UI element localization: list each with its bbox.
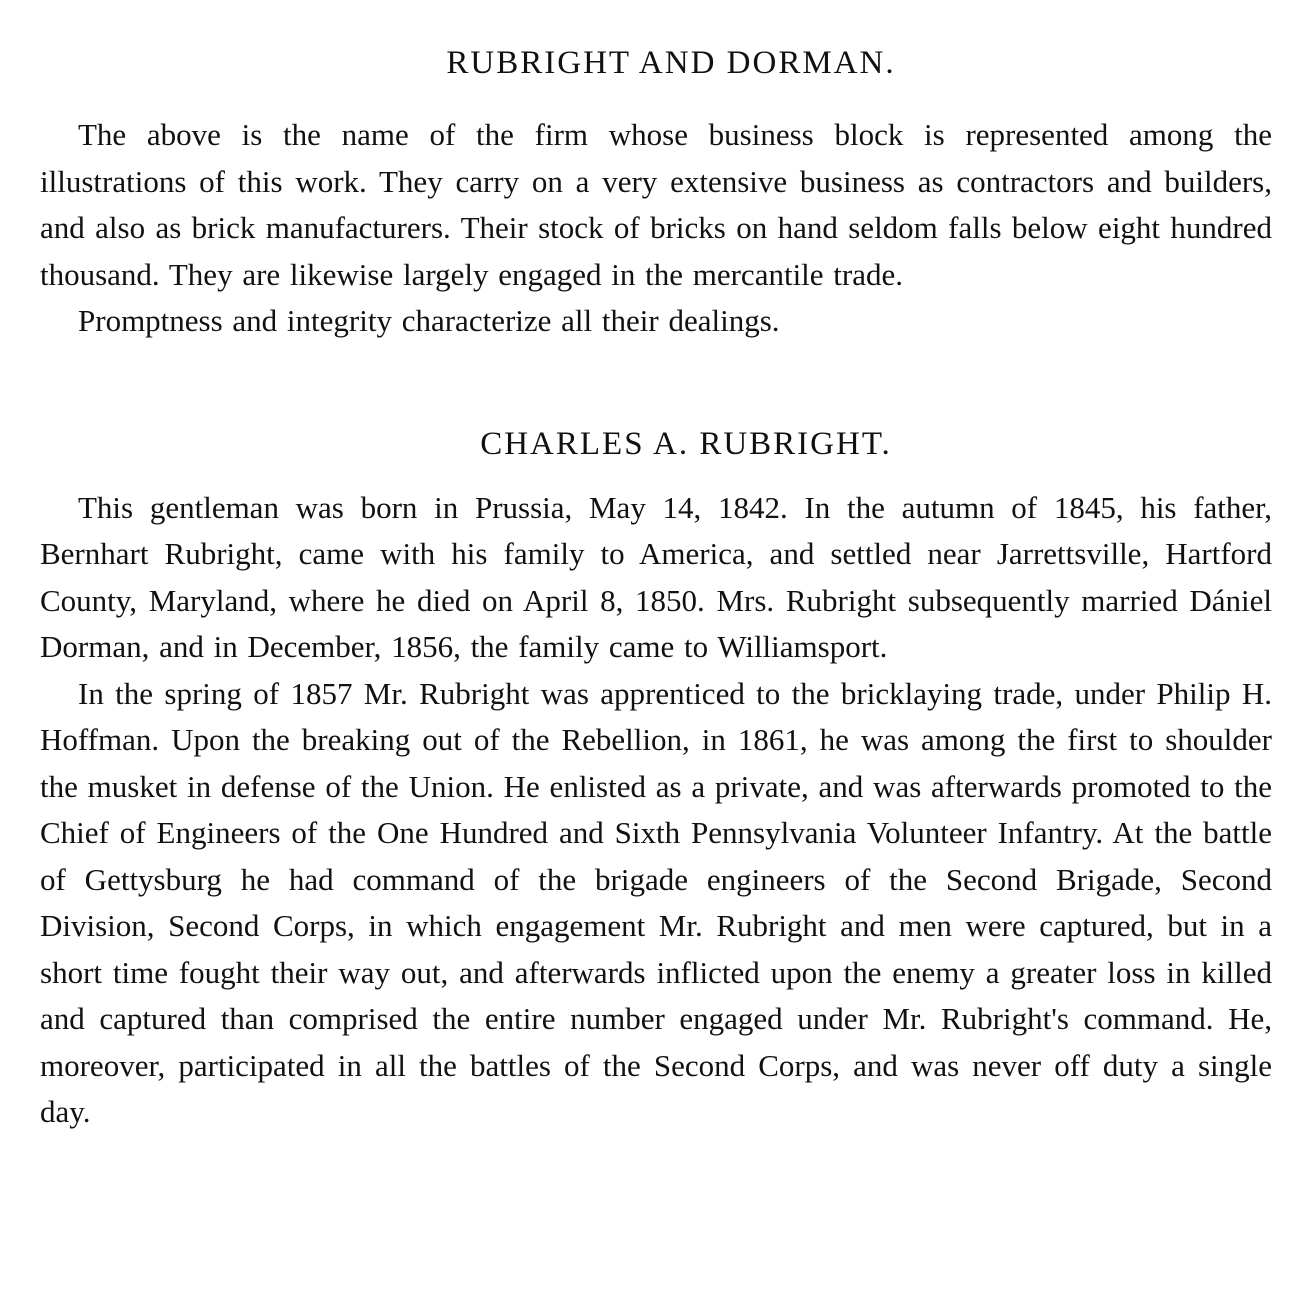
document-page <box>40 40 1272 1136</box>
section-heading-charles-a-rubright: CHARLES A. RUBRIGHT. <box>480 425 892 462</box>
paragraph: In the spring of 1857 Mr. Rubright was apprenticed to the bricklaying trade, under Philip H. Hoffman. Upon the breaking out of the Rebellion, in 1861, he was among the first to shoulder the musket in defense of the Union. He enlisted as a private, and was afterwards promoted to the Chief of Engineers of the One Hundred and Sixth Pennsylvania Volunteer Infantry. At the battle of Gettysburg he had command of the brigade engineers of the Second Brigade, Second Division, Second Corps, in which engagement Mr. Rubright and men were captured, but in a short time fought their way out, and afterwards inflicted upon the enemy a greater loss in killed and captured than comprised the entire number engaged under Mr. Rubright's command. He, moreover, participated in all the battles of the Second Corps, and was never off duty a single day. <box>40 675 1272 1129</box>
section-heading-rubright-and-dorman: RUBRIGHT AND DORMAN. <box>446 45 896 81</box>
paragraph: The above is the name of the firm whose business block is represented among the illustrations of this work. They carry on a very extensive business as contractors and builders, and also as brick manufacturers. Their stock of bricks on hand seldom falls below eight hundred thousand. They are likewise largely engaged in the mercantile trade. <box>40 117 1272 292</box>
section-body-firm <box>40 112 1272 345</box>
paragraph: This gentleman was born in Prussia, May 14, 1842. In the autumn of 1845, his father, Bernhart Rubright, came with his family to America, and settled near Jarrettsville, Hartford County, Maryland, where he died on April 8, 1850. Mrs. Rubright subsequently married Dániel Dorman, and in December, 1856, the family came to Williamsport. <box>40 489 1272 664</box>
section-body-biography <box>40 485 1272 1136</box>
paragraph: Promptness and integrity characterize all their dealings. <box>78 303 780 338</box>
